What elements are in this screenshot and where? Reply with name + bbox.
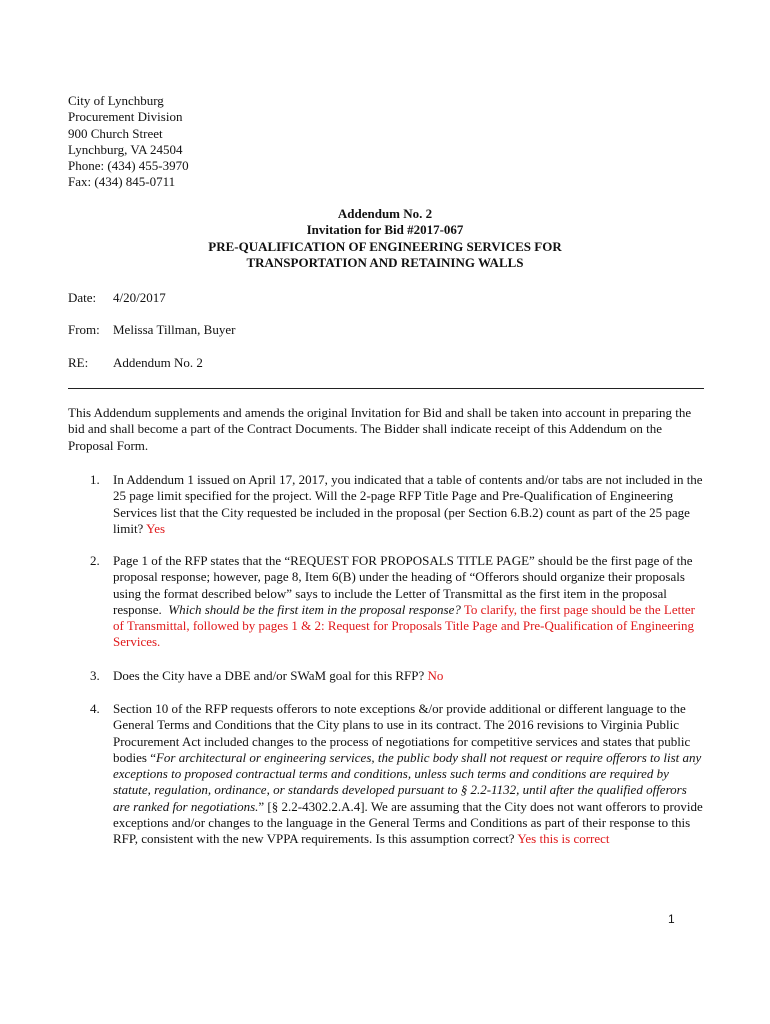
answer-text: No (427, 668, 444, 683)
question-number: 3. (90, 668, 100, 683)
from-value: Melissa Tillman, Buyer (113, 322, 236, 337)
heading-invitation: Invitation for Bid #2017-067 (306, 222, 464, 238)
answer-text: Yes (146, 520, 166, 536)
question-body (113, 553, 704, 651)
horizontal-divider (68, 388, 704, 389)
question-item-2 (68, 553, 704, 651)
meta-re (68, 355, 203, 371)
question-text: In Addendum 1 issued on April 17, 2017, you indicated that a table of contents and/or tabs are not included in the 25 page limit specified for the project. Will the 2-page RFP Title Page and Pre-Qualification of Engineering Services list that the City requested be included in the proposal (per Section 6.B.2) count as part of the 25 page limit? (113, 472, 703, 536)
heading-title-line1: PRE-QUALIFICATION OF ENGINEERING SERVICES FOR (208, 238, 562, 254)
date-label: Date: (68, 290, 97, 305)
sender-line-fax: Fax: (434) 845-0711 (68, 174, 176, 190)
question-item-1 (68, 472, 704, 537)
question-body (113, 472, 704, 537)
question-number: 4. (90, 701, 100, 716)
sender-line-phone: Phone: (434) 455-3970 (68, 158, 189, 174)
re-value: Addendum No. 2 (113, 355, 203, 370)
question-item-4 (68, 701, 704, 848)
date-value: 4/20/2017 (113, 290, 166, 305)
document-heading (0, 206, 770, 271)
question-body (113, 701, 704, 848)
sender-line-division: Procurement Division (68, 109, 183, 125)
question-text: Page 1 of the RFP states that the “REQUEST FOR PROPOSALS TITLE PAGE” should be the first page of the proposal response; however, page 8, Item 6(B) under the heading of “Offerors should organize their proposals using the format described below” says to include the Letter of Transmittal as the first item in the proposal response. (113, 553, 693, 617)
intro-paragraph: This Addendum supplements and amends the original Invitation for Bid and shall be taken into account in preparing the bid and shall become a part of the Contract Documents. The Bidder shall indicate receipt of this Addendum on the Proposal Form. (68, 405, 692, 453)
question-text: Does the City have a DBE and/or SWaM goal for this RFP? (113, 668, 425, 683)
question-text-after: ” [§ 2.2-4302.2.A.4]. We are assuming that the City does not want offerors to provide exceptions and/or changes to the language in the General Terms and Conditions as part of their response to this RFP, consistent with the new VPPA requirements. Is this assumption correct? (113, 798, 703, 847)
question-text-before: Section 10 of the RFP requests offerors to note exceptions &/or provide additional or different language to the General Terms and Conditions that the City plans to use in its contract. The 2016 revisions to Virginia Public Procurement Act included changes to the process of negotiations for competitive services and states that public bodies “ (113, 701, 691, 765)
sender-line-city: City of Lynchburg (68, 93, 164, 108)
from-label: From: (68, 322, 100, 337)
question-body (113, 668, 704, 684)
heading-title-line2: TRANSPORTATION AND RETAINING WALLS (246, 254, 524, 270)
answer-text: Yes this is correct (517, 831, 610, 847)
answer-text: To clarify, the first page should be the Letter of Transmittal, followed by pages 1 & 2: Request for Proposals Title Page and Pre-Qualification of Engineering Services. (113, 601, 695, 650)
re-label: RE: (68, 355, 89, 370)
question-number: 2. (90, 553, 100, 568)
question-italic: Which should be the first item in the proposal response? (168, 601, 461, 617)
meta-date (68, 290, 166, 306)
sender-line-citystate: Lynchburg, VA 24504 (68, 141, 183, 157)
question-italic-quote: For architectural or engineering services, the public body shall not request or require offerors to list any exceptions to proposed contractual terms and conditions, unless such terms and conditions are required by statute, regulation, ordinance, or standards developed pursuant to § 2.2-1132, until after the qualified offerors are ranked for negotiations. (113, 749, 702, 814)
sender-line-street: 900 Church Street (68, 125, 163, 141)
question-number: 1. (90, 472, 100, 487)
page-number: 1 (668, 912, 675, 926)
meta-from (68, 322, 235, 338)
sender-address-block (68, 93, 189, 191)
question-item-3 (68, 668, 704, 684)
heading-addendum: Addendum No. 2 (337, 206, 433, 221)
